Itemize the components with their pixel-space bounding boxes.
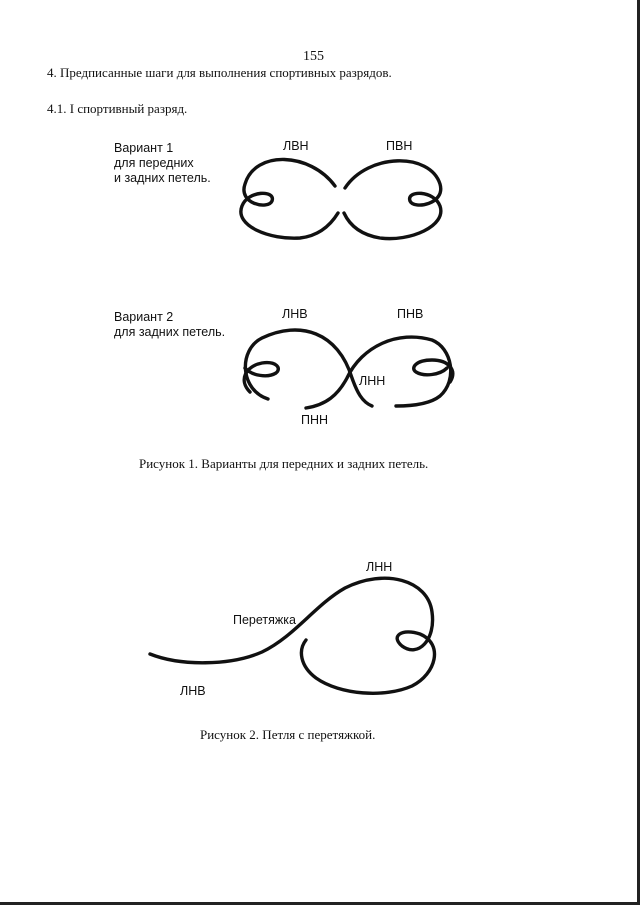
figure2-pull-line bbox=[150, 578, 434, 693]
subsection-heading: 4.1. I спортивный разряд. bbox=[47, 101, 188, 116]
variant2-title: Вариант 2 bbox=[114, 310, 174, 324]
variant2-left-curl bbox=[244, 363, 278, 392]
variant1-right-label: ПВН bbox=[386, 139, 413, 153]
variant1-line2: для передних bbox=[114, 156, 194, 170]
variant1-left-label: ЛВН bbox=[283, 139, 309, 153]
variant1-title: Вариант 1 bbox=[114, 141, 174, 155]
variant1-line3: и задних петель. bbox=[114, 171, 211, 185]
section-heading: 4. Предписанные шаги для выполнения спортивных разрядов. bbox=[47, 65, 392, 80]
figure2-caption: Рисунок 2. Петля с перетяжкой. bbox=[200, 727, 376, 742]
figure2-left-label: ЛНВ bbox=[180, 684, 206, 698]
figure2-pull-label: Перетяжка bbox=[233, 613, 296, 627]
variant2-line2: для задних петель. bbox=[114, 325, 226, 339]
variant2-bottom-label: ПНН bbox=[301, 413, 329, 427]
variant2-right-curl bbox=[414, 360, 453, 382]
figure1-caption: Рисунок 1. Варианты для передних и задних петель. bbox=[139, 456, 429, 471]
variant2-left-label: ЛНВ bbox=[282, 307, 308, 321]
variant2-right-loop bbox=[306, 337, 451, 408]
variant1-right-loop bbox=[344, 161, 441, 239]
variant2-center-label: ЛНН bbox=[359, 374, 386, 388]
figure2-top-label: ЛНН bbox=[366, 560, 393, 574]
variant1-left-loop bbox=[241, 159, 338, 238]
page-number: 155 bbox=[303, 49, 324, 64]
variant2-right-label: ПНВ bbox=[397, 307, 424, 321]
